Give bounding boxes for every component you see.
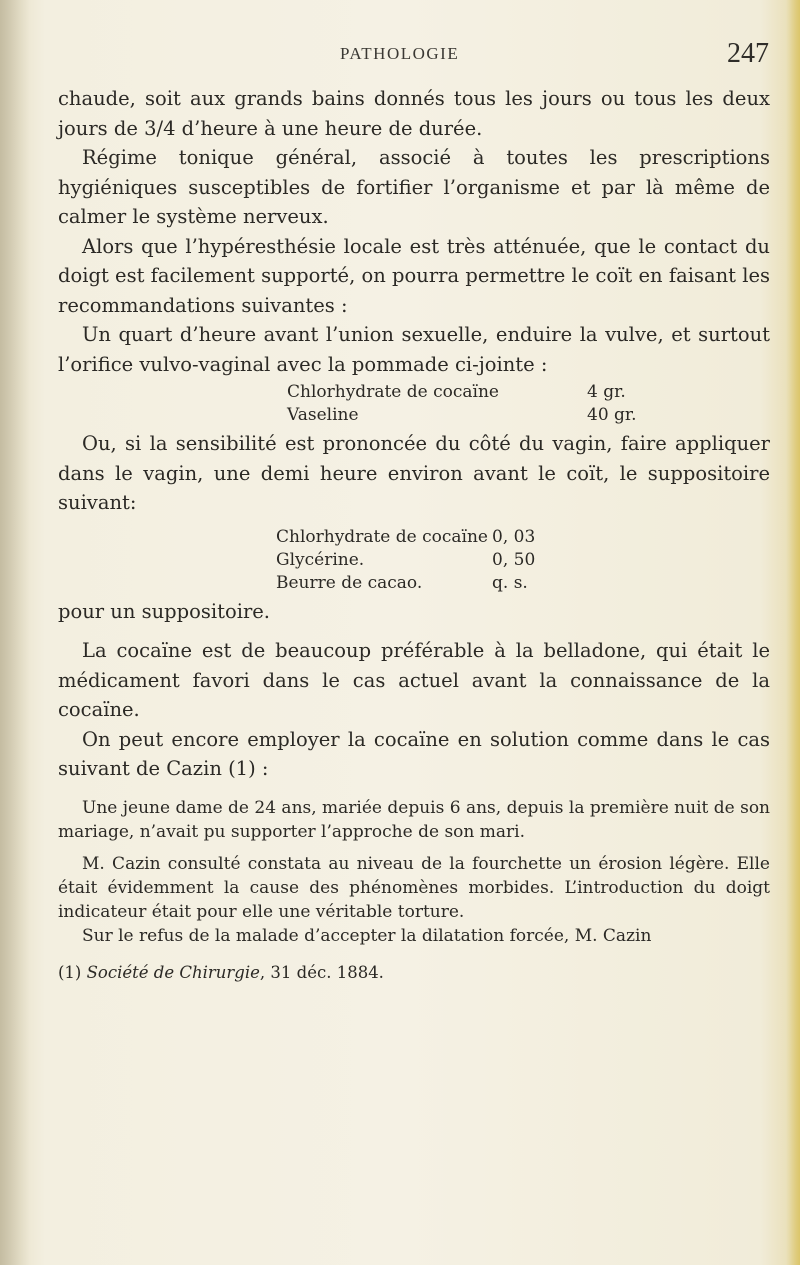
ointment-formula xyxy=(58,381,770,427)
ingredient-name: Chlorhydrate de cocaïne xyxy=(276,526,488,547)
ingredient-name: Glycérine. xyxy=(276,549,365,570)
suppository-formula xyxy=(58,526,770,595)
paragraph: Régime tonique général, associé à toutes les prescriptions hygiéniques susceptibles de fortifier l’organisme et par là même de calmer le système nerveux. xyxy=(58,146,770,228)
formula-row xyxy=(58,526,770,549)
page-binding-shadow xyxy=(0,0,30,1265)
case-paragraph: Sur le refus de la malade d’accepter la dilatation forcée, M. Cazin xyxy=(82,925,652,946)
formula-row xyxy=(58,549,770,572)
page-number: 247 xyxy=(727,38,769,69)
footnote-mark: (1) xyxy=(58,962,82,982)
ingredient-quantity: 0, 03 xyxy=(492,526,536,547)
formula-row xyxy=(58,572,770,595)
ingredient-name: Vaseline xyxy=(287,405,359,425)
ingredient-quantity: q. s. xyxy=(492,572,528,593)
paragraph: pour un suppositoire. xyxy=(58,599,271,623)
paragraph: Ou, si la sensibilité est prononcée du côté du vagin, faire appliquer dans le vagin, une demi heure environ avant le coït, le suppositoire suivant: xyxy=(58,432,770,514)
ingredient-name: Beurre de cacao. xyxy=(276,572,423,593)
ingredient-name: Chlorhydrate de cocaïne xyxy=(287,382,499,402)
page-edge-yellowing xyxy=(786,0,800,1265)
paragraph: On peut encore employer la cocaïne en solution comme dans le cas suivant de Cazin (1) : xyxy=(58,727,770,780)
ingredient-quantity: 4 gr. xyxy=(587,382,626,402)
formula-row xyxy=(58,404,770,427)
page-header xyxy=(0,38,800,78)
paragraph: Alors que l’hypéresthésie locale est très atténuée, que le contact du doigt est facilement supporté, on pourra permettre le coït en faisant les recommandations suivantes : xyxy=(58,234,770,317)
ingredient-quantity: 40 gr. xyxy=(587,405,637,425)
formula-row xyxy=(58,381,770,404)
running-title: PATHOLOGIE xyxy=(340,44,460,63)
case-paragraph: M. Cazin consulté constata au niveau de la fourchette un érosion légère. Elle était évidemment la cause des phénomènes morbides. L’introduction du doigt indicateur était pour elle une véritable torture. xyxy=(58,853,770,922)
paragraph: Un quart d’heure avant l’union sexuelle, enduire la vulve, et surtout l’orifice vulvo-vaginal avec la pommade ci-jointe : xyxy=(58,323,770,376)
paragraph: La cocaïne est de beaucoup préférable à la belladone, qui était le médicament favori dans le cas actuel avant la connaissance de la cocaïne. xyxy=(58,639,770,721)
paragraph: chaude, soit aux grands bains donnés tous les jours ou tous les deux jours de 3/4 d’heure à une heure de durée. xyxy=(58,87,770,140)
ingredient-quantity: 0, 50 xyxy=(492,549,536,570)
case-paragraph: Une jeune dame de 24 ans, mariée depuis 6 ans, depuis la première nuit de son mariage, n’avait pu supporter l’approche de son mari. xyxy=(58,797,770,842)
footnote-date: , 31 déc. 1884. xyxy=(259,962,384,982)
page-body xyxy=(58,84,770,984)
footnote xyxy=(58,962,770,984)
footnote-source: Société de Chirurgie xyxy=(86,962,260,982)
